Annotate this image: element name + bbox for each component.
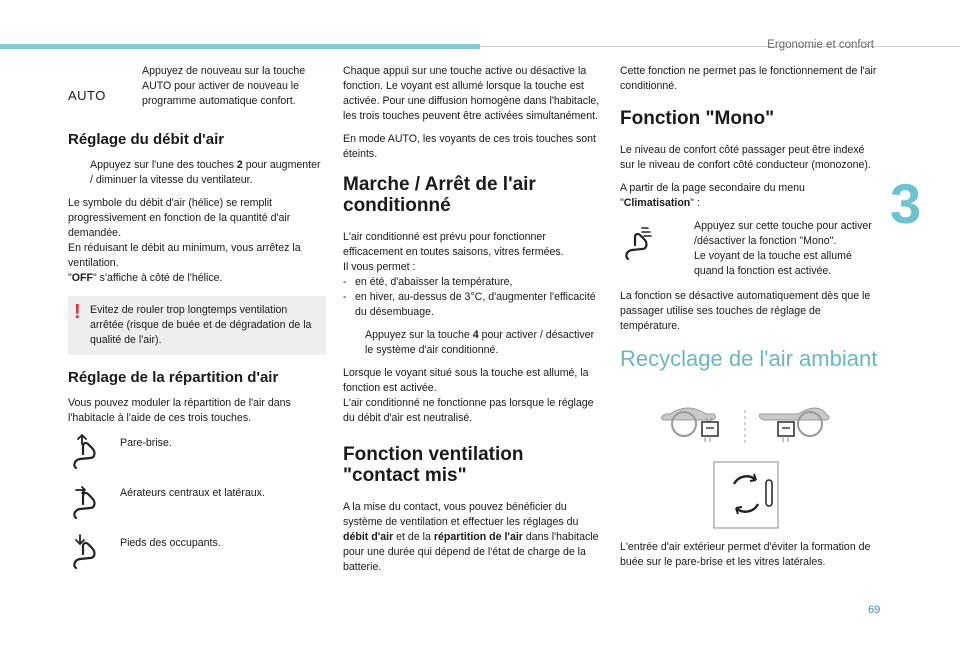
distribution-feet xyxy=(68,534,326,582)
para-reduisant: En réduisant le débit au minimum, vous arrêtez la ventilation. xyxy=(68,242,301,269)
distribution-windscreen xyxy=(68,434,326,482)
heading-marche-arret: Marche / Arrêt de l'air conditionné xyxy=(343,174,536,216)
feet-airflow-icon xyxy=(68,534,120,575)
dash-item: - en hiver, au-dessus de 3°C, d'augmenter l'efficacité du désembuage. xyxy=(343,291,596,318)
para-prevu: L'air conditionné est prévu pour fonctionner efficacement en toutes saisons, vitres fermées. xyxy=(343,231,564,258)
warning-icon: ! xyxy=(74,301,81,323)
distribution-label: Pare-brise. xyxy=(120,437,172,449)
para-auto-mode: En mode AUTO, les voyants de ces trois touches sont éteints. xyxy=(343,133,597,160)
header-accent-bar xyxy=(0,44,480,49)
distribution-vents xyxy=(68,484,326,532)
dash-item: - en été, d'abaisser la température, xyxy=(343,276,513,288)
para-appui: Chaque appui sur une touche active ou désactive la fonction. Le voyant est allumé lorsque la touche est activée. Pour une diffusion homogène dans l'habitacle, les trois touches peuvent être activées simultanément. xyxy=(343,65,600,122)
para-symbole: Le symbole du débit d'air (hélice) se remplit progressivement en fonction de la quantité d'air demandée. xyxy=(68,197,291,239)
column-3 xyxy=(620,64,878,578)
para-entree: L'entrée d'air extérieur permet d'éviter la formation de buée sur le pare-brise et les vitres latérales. xyxy=(620,541,871,568)
bullet-icon xyxy=(68,158,90,188)
auto-button-icon: AUTO xyxy=(68,88,106,103)
para-off: "OFF" s'affiche à côté de l'hélice. xyxy=(68,272,223,284)
car-front-icon xyxy=(661,408,718,442)
warning-box xyxy=(68,296,326,355)
heading-debit: Réglage du débit d'air xyxy=(68,131,225,148)
bullet-icon xyxy=(343,328,365,358)
recycle-button-icon xyxy=(714,462,778,528)
heading-repartition: Réglage de la répartition d'air xyxy=(68,369,279,386)
mono-instruction xyxy=(620,219,878,279)
distribution-label: Pieds des occupants. xyxy=(120,537,221,549)
windscreen-airflow-icon xyxy=(68,434,120,475)
para-niveau: Le niveau de confort côté passager peut être indexé sur le niveau de confort côté conducteur (monozone). xyxy=(620,144,871,171)
page-number: 69 xyxy=(868,604,881,616)
heading-mono: Fonction "Mono" xyxy=(620,108,775,129)
column-1 xyxy=(68,64,326,582)
heading-recyclage: Recyclage de l'air ambiant xyxy=(620,346,878,371)
para-voyant-1: Lorsque le voyant situé sous la touche est allumé, la fonction est activée. xyxy=(343,367,589,394)
car-front-icon xyxy=(760,408,830,442)
mono-voyant-text: Le voyant de la touche est allumé quand la fonction est activée. xyxy=(694,250,852,277)
bullet-icon xyxy=(672,219,694,249)
header-rule xyxy=(480,46,960,47)
recycle-illustration xyxy=(620,384,878,534)
bullet-icon xyxy=(120,64,142,109)
distribution-label: Aérateurs centraux et latéraux. xyxy=(120,487,265,499)
chapter-number: 3 xyxy=(890,172,922,235)
column-2 xyxy=(343,64,601,583)
mono-seat-icon xyxy=(620,219,672,279)
auto-bullet-text: Appuyez de nouveau sur la touche AUTO pour activer de nouveau le programme automatique confort. xyxy=(142,65,306,107)
para-voyant-2: L'air conditionné ne fonctionne pas lorsque le réglage du débit d'air est neutralisé. xyxy=(343,397,594,424)
para-repartition: Vous pouvez moduler la répartition de l'air dans l'habitacle à l'aide de ces trois touches. xyxy=(68,397,291,424)
vents-airflow-icon xyxy=(68,484,120,525)
para-cette-fonction: Cette fonction ne permet pas le fonctionnement de l'air conditionné. xyxy=(620,65,877,92)
para-permet: Il vous permet : xyxy=(343,261,416,273)
ac-bullet: Appuyez sur la touche 4 pour activer / désactiver le système d'air conditionné. xyxy=(343,328,601,358)
mono-bullet-text: Appuyez sur cette touche pour activer /désactiver la fonction "Mono". xyxy=(694,220,872,247)
para-partir: A partir de la page secondaire du menu "Climatisation" : xyxy=(620,182,805,209)
warning-text: Evitez de rouler trop longtemps ventilation arrêtée (risque de buée et de dégradation de la qualité de l'air). xyxy=(90,304,312,346)
para-desactive: La fonction se désactive automatiquement dès que le passager utilise ses touches de réglage de température. xyxy=(620,290,871,332)
debit-bullet: Appuyez sur l'une des touches 2 pour augmenter / diminuer la vitesse du ventilateur. xyxy=(68,158,326,188)
heading-ventilation: Fonction ventilation "contact mis" xyxy=(343,444,524,486)
section-title: Ergonomie et confort xyxy=(767,39,874,51)
auto-instruction xyxy=(68,64,326,117)
para-ventilation: A la mise du contact, vous pouvez bénéficier du système de ventilation et effectuer les réglages du débit d'air et de la répartition de l'air dans l'habitacle pour une durée qui dépend de l'état de charge de la batterie. xyxy=(343,501,599,573)
